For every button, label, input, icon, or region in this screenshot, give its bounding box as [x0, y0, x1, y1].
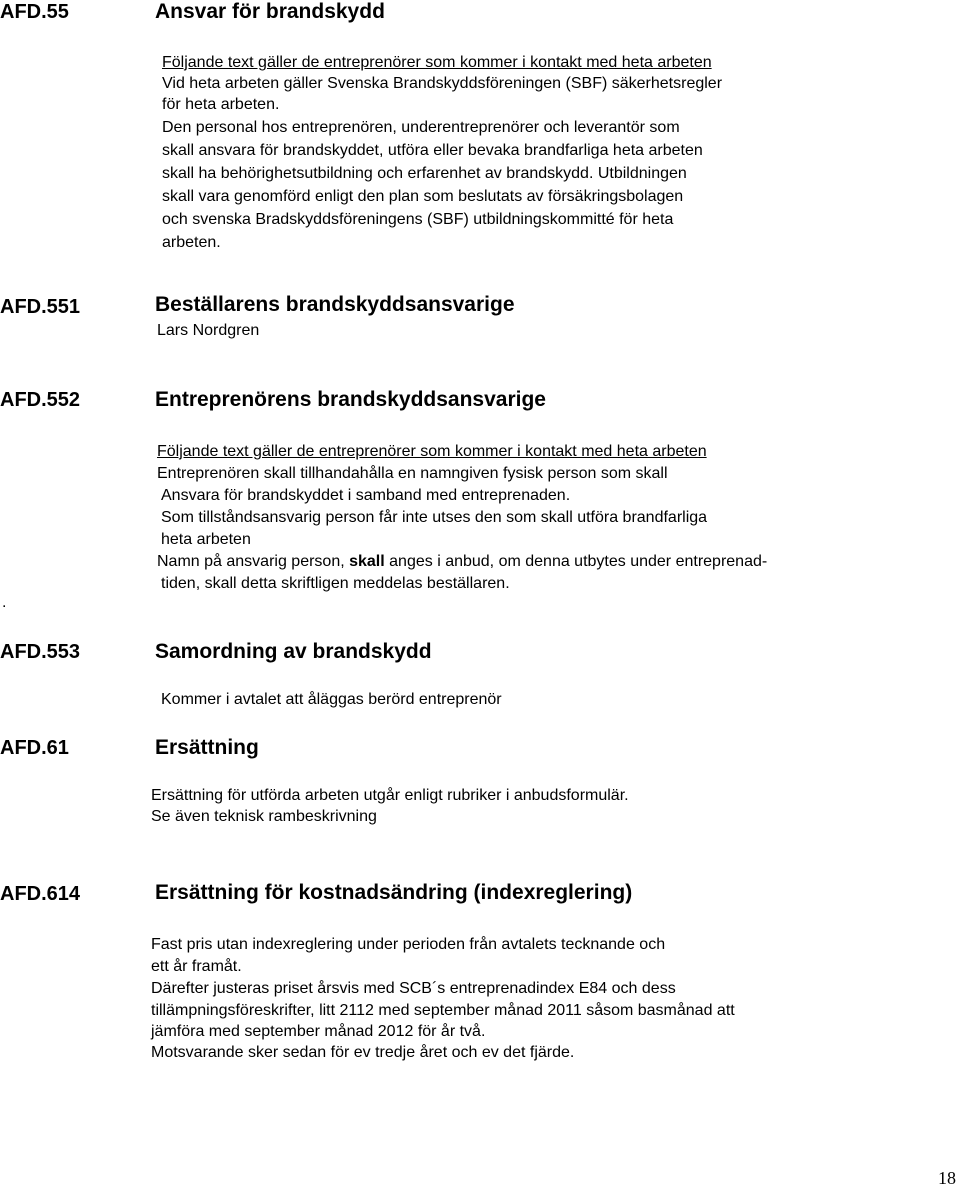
text-line: Vid heta arbeten gäller Svenska Brandskyddsföreningen (SBF) säkerhetsregler	[162, 75, 723, 92]
section-title-afd61: Ersättning	[155, 736, 259, 759]
text-fragment: anges i anbud, om denna utbytes under entreprenad-	[384, 553, 768, 570]
text-line: ett år framåt.	[151, 958, 242, 975]
text-line: Som tillståndsansvarig person får inte utses den som skall utföra brandfarliga	[161, 509, 708, 526]
text-line: Ansvara för brandskyddet i samband med entreprenaden.	[161, 487, 571, 504]
section-code-afd551: AFD.551	[0, 296, 81, 318]
text-line: Därefter justeras priset årsvis med SCB´s entreprenadindex E84 och dess	[151, 980, 676, 997]
text-line: Ersättning för utförda arbeten utgår enligt rubriker i anbudsformulär.	[151, 787, 629, 804]
section-code-afd61: AFD.61	[0, 737, 69, 759]
intro-line: Följande text gäller de entreprenörer som kommer i kontakt med heta arbeten	[157, 443, 707, 460]
section-code-afd552: AFD.552	[0, 389, 81, 411]
stray-dot: .	[2, 594, 7, 611]
section-title-afd614: Ersättning för kostnadsändring (indexreglering)	[155, 881, 633, 904]
section-title-afd55: Ansvar för brandskydd	[155, 0, 385, 23]
section-code-afd614: AFD.614	[0, 883, 81, 905]
text-line: för heta arbeten.	[162, 96, 280, 113]
text-line: jämföra med september månad 2012 för år två.	[151, 1023, 486, 1040]
text-line: tiden, skall detta skriftligen meddelas beställaren.	[161, 575, 510, 592]
text-line: Entreprenören skall tillhandahålla en namngiven fysisk person som skall	[157, 465, 668, 482]
text-line-namn	[157, 551, 767, 572]
text-line: Se även teknisk rambeskrivning	[151, 808, 377, 825]
text-line: Den personal hos entreprenören, underentreprenörer och leverantör som	[162, 119, 680, 136]
section-code-afd553: AFD.553	[0, 641, 81, 663]
text-line: skall ha behörighetsutbildning och erfarenhet av brandskydd. Utbildningen	[162, 165, 687, 182]
text-line: och svenska Bradskyddsföreningens (SBF) utbildningskommitté för heta	[162, 211, 674, 228]
bold-word: skall	[349, 553, 385, 570]
text-line: skall vara genomförd enligt den plan som beslutats av försäkringsbolagen	[162, 188, 684, 205]
text-line: arbeten.	[162, 234, 221, 251]
section-title-afd551: Beställarens brandskyddsansvarige	[155, 293, 515, 316]
page-number: 18	[938, 1168, 956, 1188]
intro-line: Följande text gäller de entreprenörer som kommer i kontakt med heta arbeten	[162, 54, 712, 71]
section-code-afd55: AFD.55	[0, 1, 69, 23]
text-line: skall ansvara för brandskyddet, utföra eller bevaka brandfarliga heta arbeten	[162, 142, 703, 159]
text-fragment: Namn på ansvarig person,	[157, 553, 350, 570]
text-line: tillämpningsföreskrifter, litt 2112 med september månad 2011 såsom basmånad att	[151, 1002, 735, 1019]
section-title-afd553: Samordning av brandskydd	[155, 640, 432, 663]
text-line: Kommer i avtalet att åläggas berörd entreprenör	[161, 691, 502, 708]
responsible-name: Lars Nordgren	[157, 322, 260, 339]
text-line: Fast pris utan indexreglering under perioden från avtalets tecknande och	[151, 936, 666, 953]
section-title-afd552: Entreprenörens brandskyddsansvarige	[155, 388, 546, 411]
text-line: Motsvarande sker sedan för ev tredje året och ev det fjärde.	[151, 1044, 575, 1061]
text-line: heta arbeten	[161, 531, 251, 548]
